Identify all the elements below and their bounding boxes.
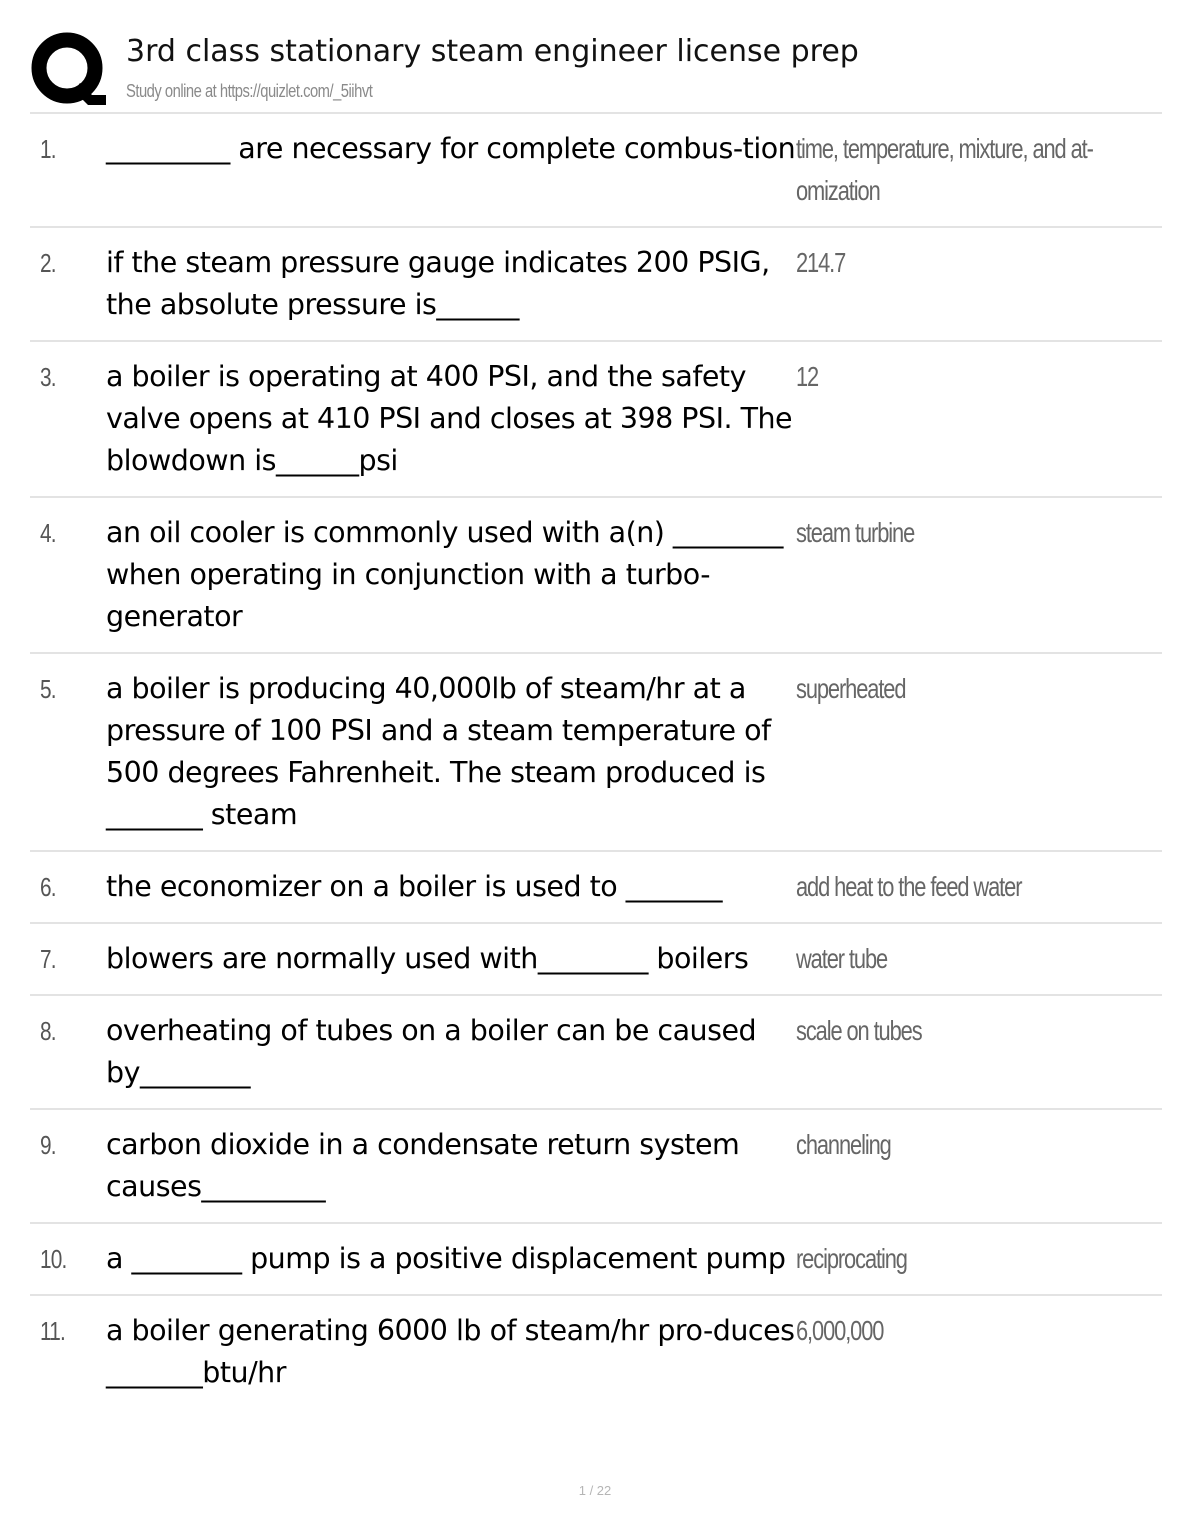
page-header <box>30 28 1162 114</box>
card-term: a ________ pump is a positive displacement pump <box>106 1242 786 1275</box>
flashcard-row <box>30 924 1162 996</box>
card-term: an oil cooler is commonly used with a(n) ________ when operating in conjunction with a turbo-generator <box>106 516 783 633</box>
card-number: 4. <box>40 518 56 548</box>
flashcard-row <box>30 228 1162 342</box>
flashcard-row <box>30 1110 1162 1224</box>
flashcard-list <box>30 114 1162 1408</box>
card-number: 11. <box>40 1316 65 1346</box>
card-number: 2. <box>40 248 56 278</box>
study-online-link[interactable]: Study online at https://quizlet.com/_5iihvt <box>126 81 373 101</box>
page-number: 1 / 22 <box>578 1483 612 1498</box>
card-definition: time, temperature, mixture, and at-omization <box>796 133 1093 206</box>
card-term: the economizer on a boiler is used to _______ <box>106 870 723 903</box>
card-term: _________ are necessary for complete combus-tion <box>106 132 796 165</box>
card-definition: channeling <box>796 1129 891 1160</box>
card-number: 10. <box>40 1244 67 1274</box>
flashcard-row <box>30 1224 1162 1296</box>
card-definition: scale on tubes <box>796 1015 922 1046</box>
quizlet-logo-icon <box>30 31 106 107</box>
card-number: 9. <box>40 1130 56 1160</box>
page-title: 3rd class stationary steam engineer license prep <box>126 34 859 69</box>
card-number: 3. <box>40 362 56 392</box>
card-term: a boiler is operating at 400 PSI, and the safety valve opens at 410 PSI and closes at 398 PSI. The blowdown is______psi <box>106 360 793 477</box>
flashcard-row <box>30 1296 1162 1408</box>
card-definition: 214.7 <box>796 247 846 278</box>
card-definition: add heat to the feed water <box>796 871 1022 902</box>
card-term: a boiler is producing 40,000lb of steam/hr at a pressure of 100 PSI and a steam temperature of 500 degrees Fahrenheit. The steam produced is _______ steam <box>106 672 771 831</box>
card-definition: 6,000,000 <box>796 1315 884 1346</box>
card-term: blowers are normally used with________ boilers <box>106 942 749 975</box>
flashcard-row <box>30 852 1162 924</box>
card-term: overheating of tubes on a boiler can be caused by________ <box>106 1014 757 1089</box>
card-number: 6. <box>40 872 56 902</box>
flashcard-row <box>30 498 1162 654</box>
card-number: 7. <box>40 944 56 974</box>
card-number: 8. <box>40 1016 56 1046</box>
flashcard-row <box>30 996 1162 1110</box>
flashcard-row <box>30 114 1162 228</box>
card-term: a boiler generating 6000 lb of steam/hr pro-duces _______btu/hr <box>106 1314 795 1389</box>
card-number: 1. <box>40 134 56 164</box>
card-definition: superheated <box>796 673 906 704</box>
card-number: 5. <box>40 674 56 704</box>
card-term: if the steam pressure gauge indicates 200 PSIG, the absolute pressure is______ <box>106 246 770 321</box>
flashcard-row <box>30 654 1162 852</box>
card-definition: water tube <box>796 943 888 974</box>
card-definition: reciprocating <box>796 1243 907 1274</box>
card-definition: steam turbine <box>796 517 915 548</box>
flashcard-row <box>30 342 1162 498</box>
card-definition: 12 <box>796 361 819 392</box>
card-term: carbon dioxide in a condensate return system causes_________ <box>106 1128 740 1203</box>
